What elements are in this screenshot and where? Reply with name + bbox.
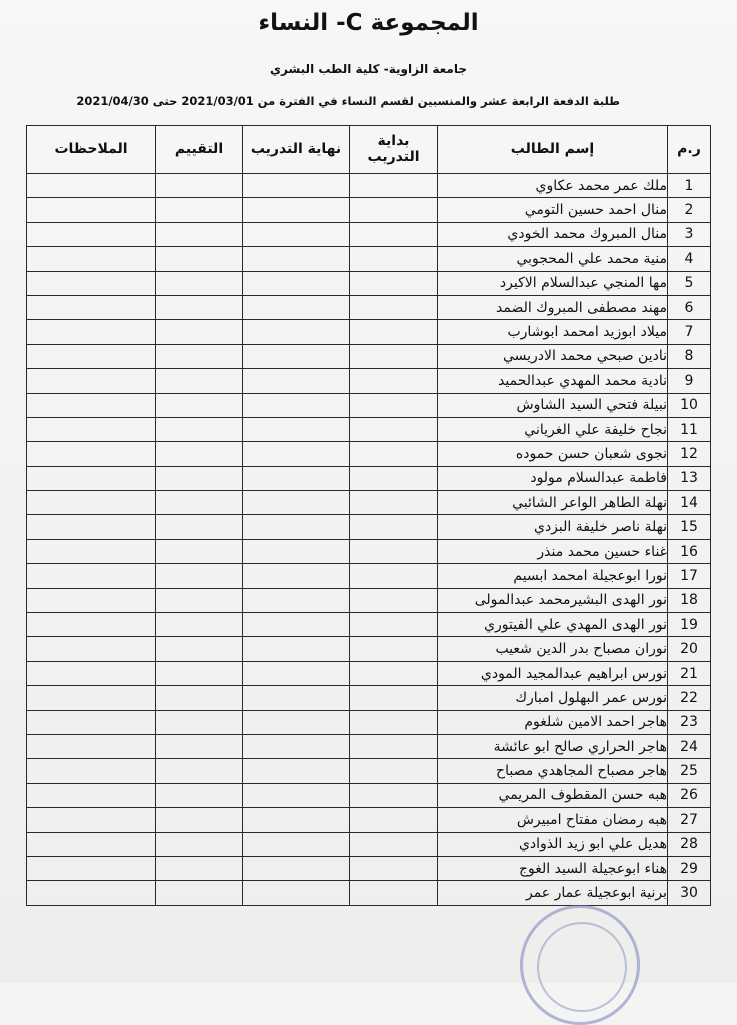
- row-number: 19: [668, 613, 711, 637]
- row-number: 3: [668, 222, 711, 246]
- table-row: [27, 369, 711, 393]
- evaluation-cell: [156, 686, 243, 710]
- student-name: هاجر مصباح المجاهدي مصباح: [438, 759, 668, 783]
- training-start-cell: [350, 515, 438, 539]
- table-row: [27, 832, 711, 856]
- training-end-cell: [243, 613, 350, 637]
- student-name: ميلاد ابوزيد امحمد ابوشارب: [438, 320, 668, 344]
- training-end-cell: [243, 661, 350, 685]
- row-number: 8: [668, 344, 711, 368]
- evaluation-cell: [156, 613, 243, 637]
- training-start-cell: [350, 856, 438, 880]
- evaluation-cell: [156, 661, 243, 685]
- notes-cell: [27, 222, 156, 246]
- evaluation-cell: [156, 174, 243, 198]
- notes-cell: [27, 442, 156, 466]
- student-name: مها المنجي عبدالسلام الاكيرد: [438, 271, 668, 295]
- row-number: 22: [668, 686, 711, 710]
- training-start-cell: [350, 320, 438, 344]
- row-number: 16: [668, 539, 711, 563]
- student-name: نهلة ناصر خليفة البزدي: [438, 515, 668, 539]
- training-start-cell: [350, 393, 438, 417]
- table-row: [27, 466, 711, 490]
- training-start-cell: [350, 710, 438, 734]
- student-name: منية محمد علي المحجوبي: [438, 247, 668, 271]
- training-start-cell: [350, 564, 438, 588]
- training-start-cell: [350, 613, 438, 637]
- row-number: 27: [668, 808, 711, 832]
- training-end-cell: [243, 466, 350, 490]
- notes-cell: [27, 613, 156, 637]
- university-stamp: [520, 905, 640, 1025]
- header-evaluation: التقييم: [156, 126, 243, 174]
- table-row: [27, 661, 711, 685]
- notes-cell: [27, 564, 156, 588]
- training-end-cell: [243, 198, 350, 222]
- student-name: نجاح خليفة علي الغرياني: [438, 417, 668, 441]
- table-row: [27, 564, 711, 588]
- training-start-cell: [350, 686, 438, 710]
- student-name: هديل علي ابو زيد الذوادي: [438, 832, 668, 856]
- evaluation-cell: [156, 247, 243, 271]
- row-number: 13: [668, 466, 711, 490]
- training-end-cell: [243, 808, 350, 832]
- university-subtitle: جامعة الزاوية- كلية الطب البشري: [269, 62, 468, 76]
- evaluation-cell: [156, 198, 243, 222]
- student-name: نادية محمد المهدي عبدالحميد: [438, 369, 668, 393]
- student-name: نورس ابراهيم عبدالمجيد المودي: [438, 661, 668, 685]
- student-name: نجوى شعبان حسن حموده: [438, 442, 668, 466]
- student-name: نورا ابوعجيلة امحمد ابسيم: [438, 564, 668, 588]
- training-end-cell: [243, 222, 350, 246]
- table-row: [27, 174, 711, 198]
- training-start-cell: [350, 661, 438, 685]
- student-name: منال المبروك محمد الخودي: [438, 222, 668, 246]
- evaluation-cell: [156, 491, 243, 515]
- row-number: 5: [668, 271, 711, 295]
- notes-cell: [27, 832, 156, 856]
- row-number: 23: [668, 710, 711, 734]
- evaluation-cell: [156, 832, 243, 856]
- training-end-cell: [243, 515, 350, 539]
- notes-cell: [27, 198, 156, 222]
- evaluation-cell: [156, 564, 243, 588]
- training-start-cell: [350, 344, 438, 368]
- row-number: 18: [668, 588, 711, 612]
- header-number: ر.م: [668, 126, 711, 174]
- table-row: [27, 417, 711, 441]
- row-number: 4: [668, 247, 711, 271]
- training-start-cell: [350, 808, 438, 832]
- row-number: 12: [668, 442, 711, 466]
- table-row: [27, 808, 711, 832]
- student-name: مهند مصطفى المبروك الضمد: [438, 295, 668, 319]
- training-end-cell: [243, 637, 350, 661]
- notes-cell: [27, 783, 156, 807]
- training-start-cell: [350, 417, 438, 441]
- notes-cell: [27, 491, 156, 515]
- training-end-cell: [243, 491, 350, 515]
- training-start-cell: [350, 637, 438, 661]
- training-end-cell: [243, 271, 350, 295]
- table-row: [27, 734, 711, 758]
- student-name: ملك عمر محمد عكاوي: [438, 174, 668, 198]
- evaluation-cell: [156, 783, 243, 807]
- training-end-cell: [243, 442, 350, 466]
- notes-cell: [27, 320, 156, 344]
- student-name: هاجر احمد الامين شلغوم: [438, 710, 668, 734]
- row-number: 21: [668, 661, 711, 685]
- notes-cell: [27, 637, 156, 661]
- training-start-cell: [350, 759, 438, 783]
- notes-cell: [27, 393, 156, 417]
- notes-cell: [27, 466, 156, 490]
- row-number: 6: [668, 295, 711, 319]
- row-number: 28: [668, 832, 711, 856]
- training-end-cell: [243, 686, 350, 710]
- table-row: [27, 759, 711, 783]
- header-training-start: بداية التدريب: [350, 126, 438, 174]
- table-row: [27, 198, 711, 222]
- table-row: [27, 344, 711, 368]
- notes-cell: [27, 369, 156, 393]
- evaluation-cell: [156, 856, 243, 880]
- table-row: [27, 637, 711, 661]
- training-start-cell: [350, 588, 438, 612]
- evaluation-cell: [156, 881, 243, 905]
- training-start-cell: [350, 271, 438, 295]
- header-notes: الملاحظات: [27, 126, 156, 174]
- training-end-cell: [243, 320, 350, 344]
- student-name: نبيلة فتحي السيد الشاوش: [438, 393, 668, 417]
- training-end-cell: [243, 856, 350, 880]
- student-name: نورس عمر البهلول امبارك: [438, 686, 668, 710]
- training-end-cell: [243, 710, 350, 734]
- notes-cell: [27, 686, 156, 710]
- notes-cell: [27, 247, 156, 271]
- header-training-end: نهاية التدريب: [243, 126, 350, 174]
- row-number: 17: [668, 564, 711, 588]
- evaluation-cell: [156, 759, 243, 783]
- roster-body: [27, 174, 711, 906]
- training-end-cell: [243, 881, 350, 905]
- notes-cell: [27, 417, 156, 441]
- training-start-cell: [350, 222, 438, 246]
- training-start-cell: [350, 783, 438, 807]
- notes-cell: [27, 759, 156, 783]
- notes-cell: [27, 734, 156, 758]
- table-row: [27, 320, 711, 344]
- row-number: 25: [668, 759, 711, 783]
- training-start-cell: [350, 832, 438, 856]
- table-row: [27, 393, 711, 417]
- notes-cell: [27, 661, 156, 685]
- evaluation-cell: [156, 808, 243, 832]
- table-row: [27, 442, 711, 466]
- student-name: نور الهدى المهدي علي الفيتوري: [438, 613, 668, 637]
- notes-cell: [27, 271, 156, 295]
- row-number: 2: [668, 198, 711, 222]
- training-end-cell: [243, 783, 350, 807]
- evaluation-cell: [156, 369, 243, 393]
- training-end-cell: [243, 369, 350, 393]
- table-row: [27, 222, 711, 246]
- student-name: منال احمد حسين التومي: [438, 198, 668, 222]
- student-roster-table: [26, 125, 711, 906]
- notes-cell: [27, 539, 156, 563]
- notes-cell: [27, 588, 156, 612]
- training-start-cell: [350, 539, 438, 563]
- evaluation-cell: [156, 417, 243, 441]
- table-row: [27, 588, 711, 612]
- page-title: المجموعة C- النساء: [258, 10, 479, 36]
- training-end-cell: [243, 588, 350, 612]
- table-row: [27, 710, 711, 734]
- evaluation-cell: [156, 588, 243, 612]
- table-row: [27, 247, 711, 271]
- student-name: غناء حسين محمد منذر: [438, 539, 668, 563]
- row-number: 11: [668, 417, 711, 441]
- row-number: 24: [668, 734, 711, 758]
- table-row: [27, 613, 711, 637]
- student-name: هبه حسن المقطوف المريمي: [438, 783, 668, 807]
- evaluation-cell: [156, 539, 243, 563]
- training-start-cell: [350, 369, 438, 393]
- student-name: فاطمة عبدالسلام مولود: [438, 466, 668, 490]
- training-end-cell: [243, 344, 350, 368]
- training-end-cell: [243, 539, 350, 563]
- row-number: 14: [668, 491, 711, 515]
- student-name: نادين صبحي محمد الادريسي: [438, 344, 668, 368]
- evaluation-cell: [156, 734, 243, 758]
- student-name: هبه رمضان مفتاح امبيرش: [438, 808, 668, 832]
- student-name: نور الهدى البشيرمحمد عبدالمولى: [438, 588, 668, 612]
- notes-cell: [27, 710, 156, 734]
- table-row: [27, 856, 711, 880]
- evaluation-cell: [156, 710, 243, 734]
- evaluation-cell: [156, 222, 243, 246]
- notes-cell: [27, 515, 156, 539]
- evaluation-cell: [156, 344, 243, 368]
- period-description: طلبة الدفعة الرابعة عشر والمنسبين لقسم النساء في الفترة من 2021/03/01 حتى 2021/04/30: [76, 94, 620, 108]
- training-start-cell: [350, 881, 438, 905]
- table-row: [27, 491, 711, 515]
- table-row: [27, 881, 711, 905]
- evaluation-cell: [156, 637, 243, 661]
- row-number: 26: [668, 783, 711, 807]
- student-name: نوران مصباح بدر الدين شعيب: [438, 637, 668, 661]
- row-number: 30: [668, 881, 711, 905]
- row-number: 29: [668, 856, 711, 880]
- row-number: 7: [668, 320, 711, 344]
- notes-cell: [27, 881, 156, 905]
- training-end-cell: [243, 393, 350, 417]
- training-start-cell: [350, 247, 438, 271]
- training-start-cell: [350, 198, 438, 222]
- training-end-cell: [243, 564, 350, 588]
- table-row: [27, 271, 711, 295]
- evaluation-cell: [156, 271, 243, 295]
- training-start-cell: [350, 295, 438, 319]
- training-end-cell: [243, 417, 350, 441]
- training-end-cell: [243, 734, 350, 758]
- notes-cell: [27, 174, 156, 198]
- table-header-row: [27, 126, 711, 174]
- notes-cell: [27, 808, 156, 832]
- student-name: هاجر الحراري صالح ابو عائشة: [438, 734, 668, 758]
- notes-cell: [27, 856, 156, 880]
- table-row: [27, 539, 711, 563]
- training-start-cell: [350, 491, 438, 515]
- notes-cell: [27, 295, 156, 319]
- training-end-cell: [243, 247, 350, 271]
- evaluation-cell: [156, 466, 243, 490]
- table-row: [27, 686, 711, 710]
- evaluation-cell: [156, 295, 243, 319]
- evaluation-cell: [156, 515, 243, 539]
- training-end-cell: [243, 174, 350, 198]
- training-end-cell: [243, 295, 350, 319]
- row-number: 15: [668, 515, 711, 539]
- row-number: 9: [668, 369, 711, 393]
- row-number: 10: [668, 393, 711, 417]
- training-start-cell: [350, 466, 438, 490]
- row-number: 20: [668, 637, 711, 661]
- student-name: هناء ابوعجيلة السيد الغوج: [438, 856, 668, 880]
- student-name: برنية ابوعجيلة عمار عمر: [438, 881, 668, 905]
- student-name: نهلة الطاهر الواعر الشائبي: [438, 491, 668, 515]
- table-row: [27, 515, 711, 539]
- row-number: 1: [668, 174, 711, 198]
- training-start-cell: [350, 442, 438, 466]
- evaluation-cell: [156, 442, 243, 466]
- training-start-cell: [350, 174, 438, 198]
- table-row: [27, 783, 711, 807]
- notes-cell: [27, 344, 156, 368]
- evaluation-cell: [156, 393, 243, 417]
- training-start-cell: [350, 734, 438, 758]
- table-row: [27, 295, 711, 319]
- training-end-cell: [243, 832, 350, 856]
- evaluation-cell: [156, 320, 243, 344]
- training-end-cell: [243, 759, 350, 783]
- header-student-name: إسم الطالب: [438, 126, 668, 174]
